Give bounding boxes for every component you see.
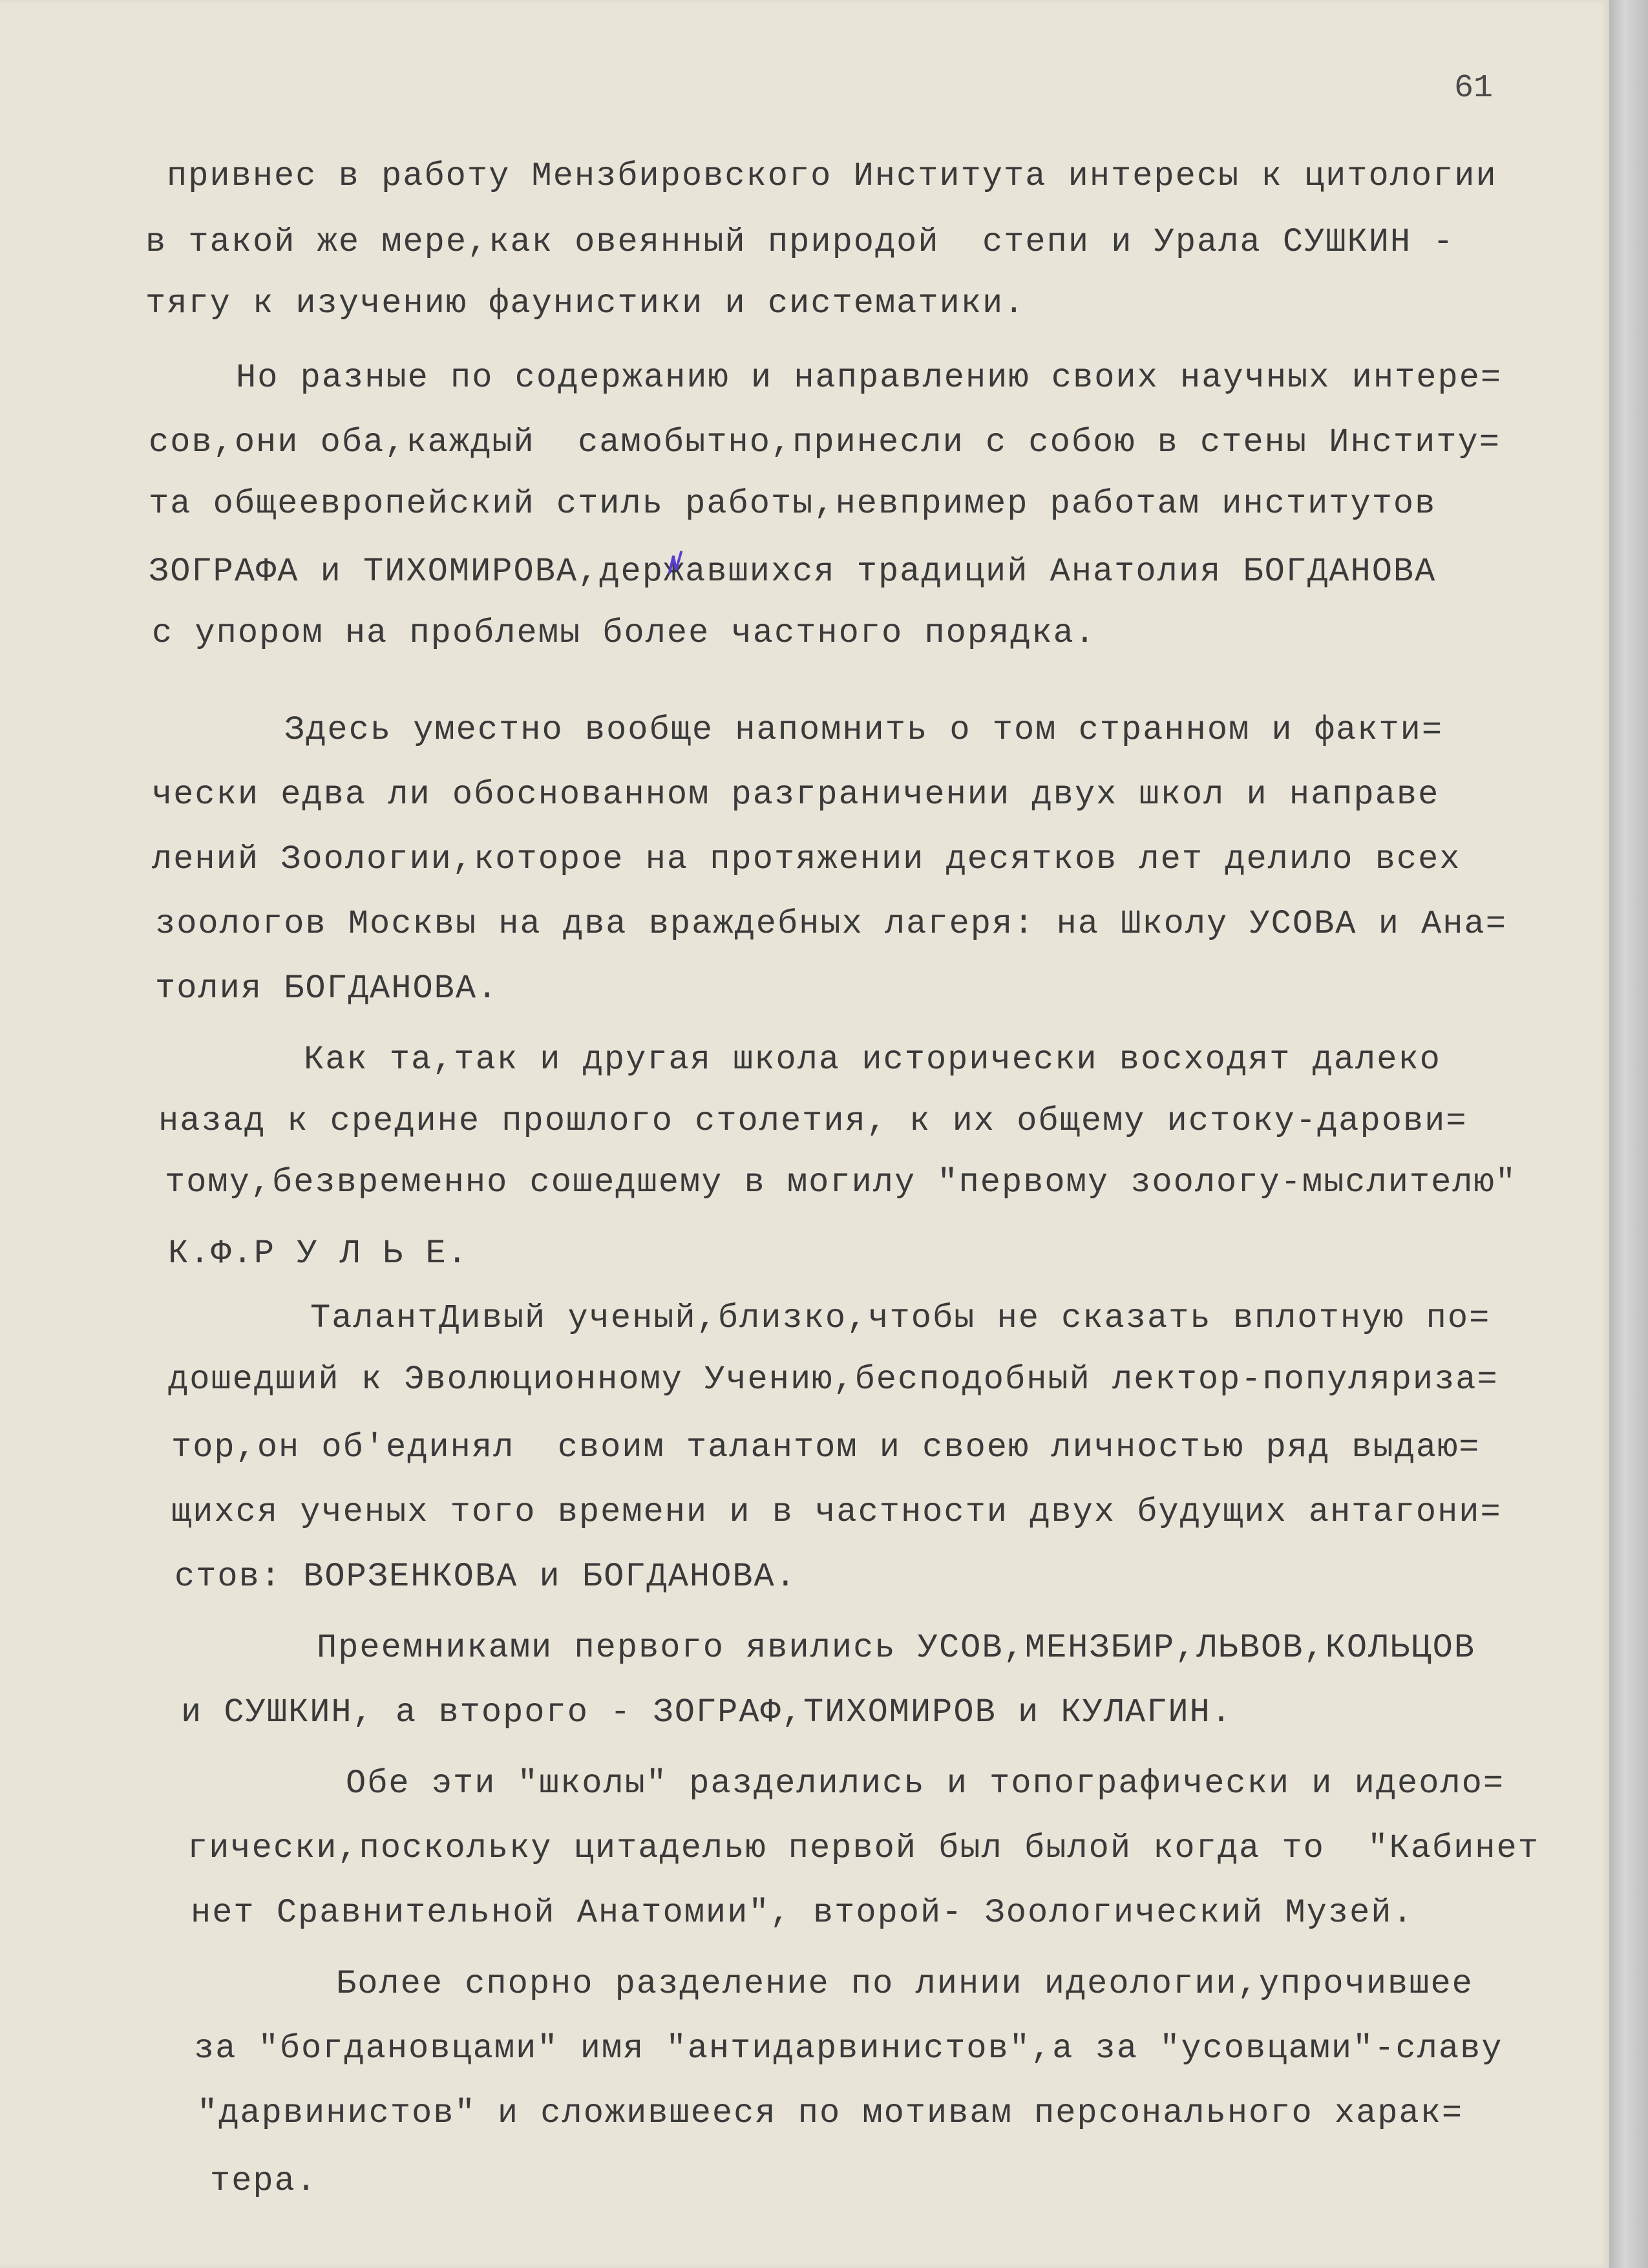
text-line: тера. <box>210 2162 318 2200</box>
text-line: ЗОГРАФА и ТИХОМИРОВА,державшихся традиций Анатолия БОГДАНОВА <box>149 553 1437 591</box>
text-line: тому,безвременно сошедшему в могилу "первому зоологу-мыслителю" <box>165 1163 1517 1202</box>
text-line: толия БОГДАНОВА. <box>155 970 499 1008</box>
text-line: нет Сравнительной Анатомии", второй- Зоологический Музей. <box>191 1894 1414 1932</box>
text-line: К.Ф.Р У Л Ь Е. <box>168 1235 469 1273</box>
text-line: Преемниками первого явились УСОВ,МЕНЗБИР,ЛЬВОВ,КОЛЬЦОВ <box>317 1629 1476 1667</box>
text-line: Как та,так и другая школа исторически восходят далеко <box>304 1041 1441 1079</box>
page-number: 61 <box>1454 70 1494 107</box>
text-line: дошедший к Эволюционному Учению,бесподобный лектор-популяриза= <box>168 1361 1499 1399</box>
text-line: чески едва ли обоснованном разграничении двух школ и направе <box>152 776 1440 814</box>
text-line: та общеевропейский стиль работы,невпример работам институтов <box>149 485 1437 523</box>
handwritten-correction-mark <box>666 544 685 583</box>
text-line: тягу к изучению фаунистики и систематики. <box>145 284 1026 323</box>
text-line: "дарвинистов" и сложившееся по мотивам персонального харак= <box>197 2094 1464 2132</box>
text-line: за "богдановцами" имя "антидарвинистов",а за "усовцами"-славу <box>194 2030 1503 2068</box>
text-line: ТалантДивый ученый,близко,чтобы не сказать вплотную по= <box>310 1299 1491 1337</box>
text-line: и СУШКИН, а второго - ЗОГРАФ,ТИХОМИРОВ и КУЛАГИН. <box>181 1693 1233 1732</box>
text-line: гически,поскольку цитаделью первой был былой когда то "Кабинет <box>187 1829 1539 1867</box>
text-line: Более спорно разделение по линии идеологии,упрочившее <box>336 1965 1474 2003</box>
text-line: Здесь уместно вообще напомнить о том странном и факти= <box>284 711 1444 749</box>
text-line: привнес в работу Мензбировского Института интересы к цитологии <box>167 157 1497 195</box>
text-line: сов,они оба,каждый самобытно,принесли с собою в стены Институ= <box>149 423 1501 461</box>
text-line: назад к средине прошлого столетия, к их общему истоку-дарови= <box>158 1102 1468 1140</box>
text-line: стов: ВОРЗЕНКОВА и БОГДАНОВА. <box>174 1558 797 1596</box>
text-line: тор,он об'единял своим талантом и своею личностью ряд выдаю= <box>171 1428 1481 1467</box>
text-line: Обе эти "школы" разделились и топографически и идеоло= <box>346 1765 1505 1803</box>
text-line: в такой же мере,как овеянный природой степи и Урала СУШКИН - <box>145 223 1455 261</box>
scanner-edge <box>1609 0 1648 2268</box>
text-line: Но разные по содержанию и направлению своих научных интере= <box>236 359 1503 397</box>
text-line: с упором на проблемы более частного порядка. <box>152 614 1097 652</box>
text-line: лений Зоологии,которое на протяжении десятков лет делило всех <box>152 840 1461 878</box>
text-line: зоологов Москвы на два враждебных лагеря: на Школу УСОВА и Ана= <box>155 905 1507 943</box>
text-line: щихся ученых того времени и в частности двух будущих антагони= <box>171 1493 1502 1531</box>
